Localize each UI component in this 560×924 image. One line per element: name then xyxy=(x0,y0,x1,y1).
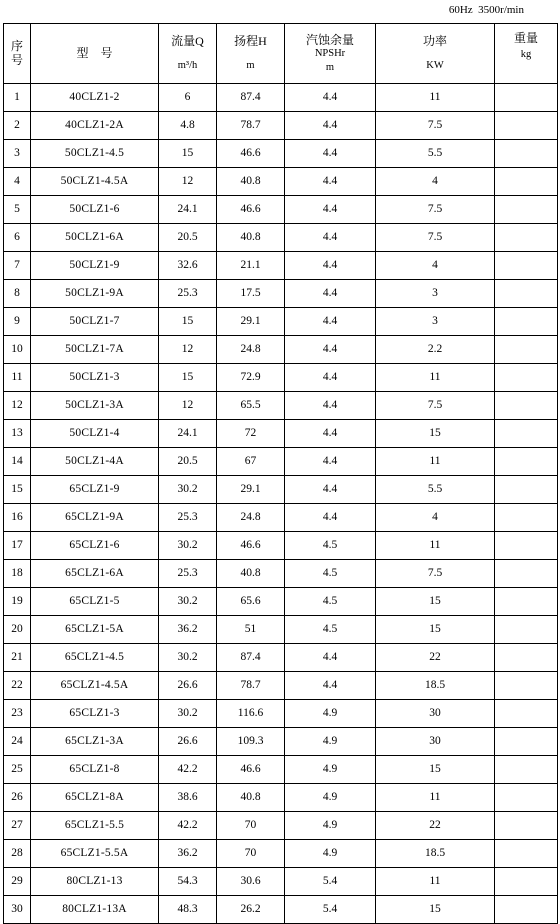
model-cell: 65CLZ1-5.5A xyxy=(31,840,159,868)
flow-cell: 48.3 xyxy=(159,896,217,924)
header-model: 型 号 xyxy=(31,24,159,84)
flow-cell: 42.2 xyxy=(159,756,217,784)
head-cell: 40.8 xyxy=(217,560,285,588)
npsh-cell: 4.9 xyxy=(285,812,376,840)
table-row xyxy=(4,476,558,504)
power-cell: 7.5 xyxy=(376,196,495,224)
npsh-cell: 4.9 xyxy=(285,728,376,756)
weight-cell xyxy=(495,140,558,168)
head-cell: 40.8 xyxy=(217,784,285,812)
power-cell: 22 xyxy=(376,644,495,672)
header-weight-unit: kg xyxy=(520,49,532,61)
head-cell: 72 xyxy=(217,420,285,448)
power-cell: 11 xyxy=(376,784,495,812)
table-row xyxy=(4,392,558,420)
weight-cell xyxy=(495,756,558,784)
head-cell: 21.1 xyxy=(217,252,285,280)
weight-cell xyxy=(495,448,558,476)
power-cell: 15 xyxy=(376,616,495,644)
header-row xyxy=(4,24,558,84)
row-number: 27 xyxy=(4,812,31,840)
weight-cell xyxy=(495,532,558,560)
model-cell: 50CLZ1-6 xyxy=(31,196,159,224)
row-number: 5 xyxy=(4,196,31,224)
npsh-cell: 4.4 xyxy=(285,252,376,280)
weight-cell xyxy=(495,224,558,252)
header-flow-title: 流量Q xyxy=(171,34,204,49)
npsh-cell: 4.4 xyxy=(285,420,376,448)
row-number: 1 xyxy=(4,84,31,112)
npsh-cell: 4.4 xyxy=(285,672,376,700)
header-head-title: 扬程H xyxy=(234,34,267,49)
npsh-cell: 4.4 xyxy=(285,644,376,672)
npsh-cell: 4.5 xyxy=(285,588,376,616)
row-number: 19 xyxy=(4,588,31,616)
header-weight xyxy=(495,24,558,84)
weight-cell xyxy=(495,812,558,840)
flow-cell: 25.3 xyxy=(159,280,217,308)
weight-cell xyxy=(495,588,558,616)
model-cell: 50CLZ1-9A xyxy=(31,280,159,308)
model-cell: 65CLZ1-5.5 xyxy=(31,812,159,840)
power-cell: 3 xyxy=(376,308,495,336)
npsh-cell: 4.5 xyxy=(285,616,376,644)
model-cell: 80CLZ1-13 xyxy=(31,868,159,896)
head-cell: 78.7 xyxy=(217,672,285,700)
weight-cell xyxy=(495,84,558,112)
flow-cell: 54.3 xyxy=(159,868,217,896)
power-cell: 2.2 xyxy=(376,336,495,364)
weight-cell xyxy=(495,700,558,728)
npsh-cell: 4.4 xyxy=(285,308,376,336)
weight-cell xyxy=(495,644,558,672)
power-cell: 15 xyxy=(376,588,495,616)
weight-cell xyxy=(495,476,558,504)
head-cell: 17.5 xyxy=(217,280,285,308)
weight-cell xyxy=(495,504,558,532)
weight-cell xyxy=(495,112,558,140)
head-cell: 46.6 xyxy=(217,196,285,224)
model-cell: 65CLZ1-6 xyxy=(31,532,159,560)
power-cell: 5.5 xyxy=(376,476,495,504)
table-row xyxy=(4,196,558,224)
weight-cell xyxy=(495,252,558,280)
power-cell: 7.5 xyxy=(376,560,495,588)
power-cell: 15 xyxy=(376,420,495,448)
weight-cell xyxy=(495,280,558,308)
power-cell: 4 xyxy=(376,168,495,196)
table-row xyxy=(4,896,558,924)
row-number: 2 xyxy=(4,112,31,140)
header-index-line2: 号 xyxy=(10,52,23,67)
power-cell: 11 xyxy=(376,532,495,560)
weight-cell xyxy=(495,728,558,756)
table-row xyxy=(4,672,558,700)
model-cell: 65CLZ1-8 xyxy=(31,756,159,784)
row-number: 15 xyxy=(4,476,31,504)
row-number: 28 xyxy=(4,840,31,868)
power-cell: 30 xyxy=(376,700,495,728)
row-number: 6 xyxy=(4,224,31,252)
table-row xyxy=(4,588,558,616)
row-number: 14 xyxy=(4,448,31,476)
model-cell: 40CLZ1-2A xyxy=(31,112,159,140)
model-cell: 65CLZ1-9A xyxy=(31,504,159,532)
head-cell: 109.3 xyxy=(217,728,285,756)
row-number: 10 xyxy=(4,336,31,364)
flow-cell: 6 xyxy=(159,84,217,112)
power-cell: 11 xyxy=(376,868,495,896)
head-cell: 26.2 xyxy=(217,896,285,924)
flow-cell: 30.2 xyxy=(159,476,217,504)
npsh-cell: 4.4 xyxy=(285,140,376,168)
power-cell: 7.5 xyxy=(376,112,495,140)
row-number: 23 xyxy=(4,700,31,728)
model-cell: 65CLZ1-8A xyxy=(31,784,159,812)
model-cell: 50CLZ1-6A xyxy=(31,224,159,252)
header-index-line1: 序 xyxy=(10,39,23,54)
table-row xyxy=(4,224,558,252)
npsh-cell: 4.4 xyxy=(285,112,376,140)
flow-cell: 20.5 xyxy=(159,224,217,252)
head-cell: 51 xyxy=(217,616,285,644)
table-row xyxy=(4,448,558,476)
weight-cell xyxy=(495,672,558,700)
weight-cell xyxy=(495,784,558,812)
head-cell: 29.1 xyxy=(217,308,285,336)
table-row xyxy=(4,364,558,392)
model-cell: 65CLZ1-9 xyxy=(31,476,159,504)
model-cell: 80CLZ1-13A xyxy=(31,896,159,924)
head-cell: 24.8 xyxy=(217,336,285,364)
row-number: 16 xyxy=(4,504,31,532)
table-row xyxy=(4,168,558,196)
flow-cell: 15 xyxy=(159,140,217,168)
npsh-cell: 4.9 xyxy=(285,784,376,812)
table-row xyxy=(4,868,558,896)
row-number: 21 xyxy=(4,644,31,672)
weight-cell xyxy=(495,616,558,644)
flow-cell: 42.2 xyxy=(159,812,217,840)
flow-cell: 26.6 xyxy=(159,672,217,700)
row-number: 8 xyxy=(4,280,31,308)
flow-cell: 15 xyxy=(159,308,217,336)
head-cell: 40.8 xyxy=(217,168,285,196)
npsh-cell: 4.4 xyxy=(285,168,376,196)
header-npsh xyxy=(285,24,376,84)
row-number: 30 xyxy=(4,896,31,924)
weight-cell xyxy=(495,560,558,588)
header-npsh-title: 汽蚀余量 xyxy=(305,33,354,47)
power-cell: 30 xyxy=(376,728,495,756)
head-cell: 70 xyxy=(217,812,285,840)
weight-cell xyxy=(495,196,558,224)
npsh-cell: 4.4 xyxy=(285,364,376,392)
npsh-cell: 4.4 xyxy=(285,196,376,224)
table-row xyxy=(4,308,558,336)
head-cell: 87.4 xyxy=(217,644,285,672)
row-number: 4 xyxy=(4,168,31,196)
flow-cell: 36.2 xyxy=(159,840,217,868)
head-cell: 67 xyxy=(217,448,285,476)
head-cell: 65.5 xyxy=(217,392,285,420)
table-row xyxy=(4,784,558,812)
header-weight-title: 重量 xyxy=(513,31,538,45)
header-head xyxy=(217,24,285,84)
npsh-cell: 4.5 xyxy=(285,532,376,560)
flow-cell: 30.2 xyxy=(159,588,217,616)
npsh-cell: 4.9 xyxy=(285,756,376,784)
head-cell: 29.1 xyxy=(217,476,285,504)
npsh-cell: 5.4 xyxy=(285,868,376,896)
pump-spec-table xyxy=(3,23,558,924)
header-index xyxy=(4,24,31,84)
row-number: 13 xyxy=(4,420,31,448)
flow-cell: 12 xyxy=(159,168,217,196)
row-number: 12 xyxy=(4,392,31,420)
npsh-cell: 4.9 xyxy=(285,840,376,868)
flow-cell: 30.2 xyxy=(159,644,217,672)
head-cell: 40.8 xyxy=(217,224,285,252)
model-cell: 65CLZ1-4.5A xyxy=(31,672,159,700)
power-cell: 11 xyxy=(376,84,495,112)
model-cell: 50CLZ1-9 xyxy=(31,252,159,280)
head-cell: 72.9 xyxy=(217,364,285,392)
model-cell: 65CLZ1-3 xyxy=(31,700,159,728)
table-row xyxy=(4,812,558,840)
power-cell: 4 xyxy=(376,252,495,280)
header-npsh-unit: m xyxy=(325,61,335,73)
model-cell: 65CLZ1-3A xyxy=(31,728,159,756)
table-row xyxy=(4,84,558,112)
table-row xyxy=(4,336,558,364)
head-cell: 46.6 xyxy=(217,532,285,560)
row-number: 17 xyxy=(4,532,31,560)
model-cell: 50CLZ1-4A xyxy=(31,448,159,476)
flow-cell: 20.5 xyxy=(159,448,217,476)
weight-cell xyxy=(495,868,558,896)
table-row xyxy=(4,252,558,280)
header-flow xyxy=(159,24,217,84)
model-cell: 50CLZ1-7A xyxy=(31,336,159,364)
npsh-cell: 4.4 xyxy=(285,280,376,308)
model-cell: 65CLZ1-5 xyxy=(31,588,159,616)
table-body xyxy=(4,84,558,924)
npsh-cell: 4.4 xyxy=(285,448,376,476)
weight-cell xyxy=(495,392,558,420)
power-cell: 15 xyxy=(376,896,495,924)
model-cell: 50CLZ1-7 xyxy=(31,308,159,336)
row-number: 25 xyxy=(4,756,31,784)
head-cell: 65.6 xyxy=(217,588,285,616)
power-cell: 7.5 xyxy=(376,392,495,420)
header-head-unit: m xyxy=(246,60,255,72)
power-cell: 11 xyxy=(376,448,495,476)
model-cell: 50CLZ1-4.5 xyxy=(31,140,159,168)
table-row xyxy=(4,420,558,448)
model-cell: 50CLZ1-4.5A xyxy=(31,168,159,196)
head-cell: 78.7 xyxy=(217,112,285,140)
model-cell: 50CLZ1-3A xyxy=(31,392,159,420)
row-number: 7 xyxy=(4,252,31,280)
flow-cell: 30.2 xyxy=(159,532,217,560)
power-cell: 18.5 xyxy=(376,840,495,868)
table-row xyxy=(4,700,558,728)
npsh-cell: 4.4 xyxy=(285,476,376,504)
row-number: 20 xyxy=(4,616,31,644)
row-number: 9 xyxy=(4,308,31,336)
model-cell: 65CLZ1-6A xyxy=(31,560,159,588)
flow-cell: 38.6 xyxy=(159,784,217,812)
head-cell: 30.6 xyxy=(217,868,285,896)
flow-cell: 26.6 xyxy=(159,728,217,756)
npsh-cell: 4.4 xyxy=(285,84,376,112)
flow-cell: 24.1 xyxy=(159,420,217,448)
npsh-cell: 4.4 xyxy=(285,392,376,420)
power-cell: 15 xyxy=(376,756,495,784)
header-flow-unit: m³/h xyxy=(177,60,198,72)
npsh-cell: 4.4 xyxy=(285,224,376,252)
row-number: 18 xyxy=(4,560,31,588)
head-cell: 24.8 xyxy=(217,504,285,532)
npsh-cell: 4.4 xyxy=(285,504,376,532)
npsh-cell: 4.5 xyxy=(285,560,376,588)
weight-cell xyxy=(495,364,558,392)
row-number: 29 xyxy=(4,868,31,896)
weight-cell xyxy=(495,420,558,448)
weight-cell xyxy=(495,840,558,868)
weight-cell xyxy=(495,336,558,364)
weight-cell xyxy=(495,168,558,196)
model-cell: 40CLZ1-2 xyxy=(31,84,159,112)
header-power xyxy=(376,24,495,84)
npsh-cell: 4.4 xyxy=(285,336,376,364)
power-cell: 22 xyxy=(376,812,495,840)
model-cell: 65CLZ1-5A xyxy=(31,616,159,644)
flow-cell: 24.1 xyxy=(159,196,217,224)
npsh-cell: 4.9 xyxy=(285,700,376,728)
head-cell: 87.4 xyxy=(217,84,285,112)
table-row xyxy=(4,756,558,784)
flow-cell: 15 xyxy=(159,364,217,392)
flow-cell: 12 xyxy=(159,392,217,420)
row-number: 22 xyxy=(4,672,31,700)
row-number: 11 xyxy=(4,364,31,392)
flow-cell: 32.6 xyxy=(159,252,217,280)
header-npsh-symbol: NPSHr xyxy=(314,48,346,59)
head-cell: 70 xyxy=(217,840,285,868)
table-row xyxy=(4,140,558,168)
flow-cell: 30.2 xyxy=(159,700,217,728)
table-row xyxy=(4,728,558,756)
model-cell: 50CLZ1-4 xyxy=(31,420,159,448)
weight-cell xyxy=(495,896,558,924)
flow-cell: 25.3 xyxy=(159,504,217,532)
power-cell: 3 xyxy=(376,280,495,308)
header-power-unit: KW xyxy=(426,60,444,72)
power-cell: 4 xyxy=(376,504,495,532)
weight-cell xyxy=(495,308,558,336)
speed-caption: 60Hz 3500r/min xyxy=(448,4,524,16)
model-cell: 50CLZ1-3 xyxy=(31,364,159,392)
power-cell: 7.5 xyxy=(376,224,495,252)
table-header xyxy=(4,24,558,84)
head-cell: 116.6 xyxy=(217,700,285,728)
row-number: 26 xyxy=(4,784,31,812)
power-cell: 5.5 xyxy=(376,140,495,168)
header-power-title: 功率 xyxy=(422,34,447,49)
flow-cell: 25.3 xyxy=(159,560,217,588)
head-cell: 46.6 xyxy=(217,140,285,168)
table-row xyxy=(4,644,558,672)
power-cell: 18.5 xyxy=(376,672,495,700)
table-row xyxy=(4,112,558,140)
head-cell: 46.6 xyxy=(217,756,285,784)
table-row xyxy=(4,560,558,588)
table-row xyxy=(4,616,558,644)
flow-cell: 4.8 xyxy=(159,112,217,140)
table-row xyxy=(4,504,558,532)
table-row xyxy=(4,532,558,560)
row-number: 24 xyxy=(4,728,31,756)
power-cell: 11 xyxy=(376,364,495,392)
flow-cell: 36.2 xyxy=(159,616,217,644)
table-row xyxy=(4,840,558,868)
npsh-cell: 5.4 xyxy=(285,896,376,924)
model-cell: 65CLZ1-4.5 xyxy=(31,644,159,672)
row-number: 3 xyxy=(4,140,31,168)
table-row xyxy=(4,280,558,308)
flow-cell: 12 xyxy=(159,336,217,364)
